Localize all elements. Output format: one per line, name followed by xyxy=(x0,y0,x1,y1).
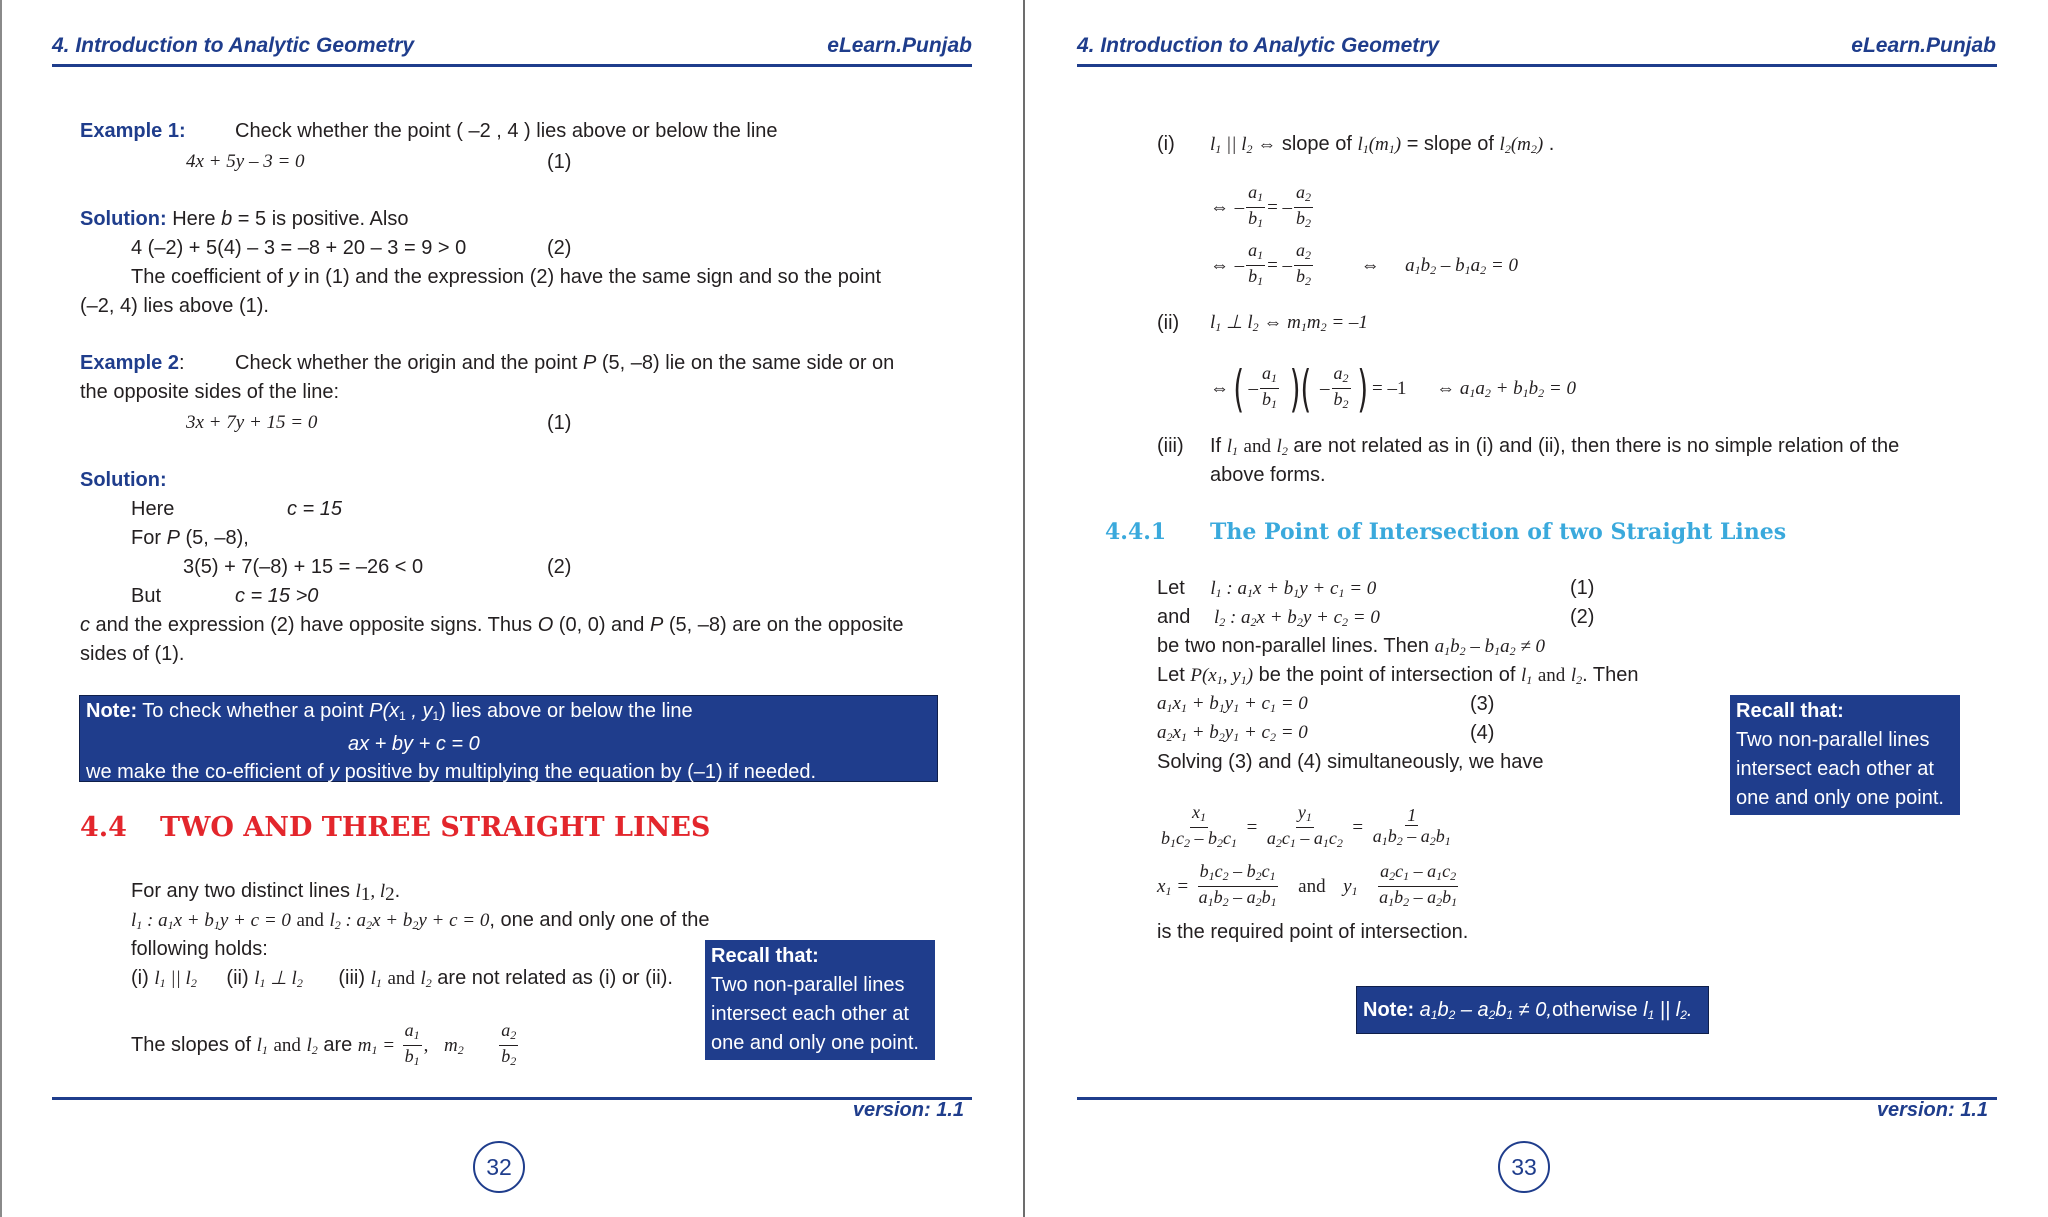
equation-number-4: (4) xyxy=(1470,722,1495,744)
example-2-text xyxy=(235,351,894,375)
solution-2-conclusion xyxy=(80,613,903,637)
body-line-3: following holds: xyxy=(131,938,268,960)
var-p: P xyxy=(649,614,664,636)
line-2-equation: $l_2$ : $a_2x + b_2y + c = 0$ xyxy=(329,910,490,932)
solution-1-line-1 xyxy=(80,207,408,231)
section-title: TWO AND THREE STRAIGHT LINES xyxy=(160,812,711,843)
text: (0, 0) and xyxy=(553,614,650,636)
fraction: $\frac{a_1}{b_1}$ xyxy=(1262,363,1278,412)
var-l2: $l_2$ xyxy=(306,1034,318,1057)
note-label: Note: xyxy=(86,700,138,722)
text: . xyxy=(394,880,401,902)
body-line-4 xyxy=(131,966,673,995)
text: ) lies above or below the line xyxy=(439,700,693,722)
sub: 1 xyxy=(399,709,406,723)
footer-version: version: 1.1 xyxy=(1876,1099,1988,1121)
var-y: y xyxy=(329,761,340,783)
solution-1-line-3 xyxy=(131,265,881,289)
let-line-1 xyxy=(1157,576,1376,605)
note-line-3 xyxy=(86,758,931,786)
solution-2-calc: 3(5) + 7(–8) + 15 = –26 < 0 xyxy=(183,556,424,578)
text: be two non-parallel lines. Then xyxy=(1157,635,1430,657)
slopes-line: The slopes of $l_1$ and $l_2$ are $m_1$ = $\frac{a_1}{b_1}$ , $m_2$ $\frac{a_2}{b_2}$ xyxy=(131,1020,520,1074)
text: slope of xyxy=(1281,133,1352,155)
var-l2: $l_2$ xyxy=(1276,436,1288,458)
solution-1-text: Here xyxy=(172,208,222,230)
text: For xyxy=(131,527,167,549)
text: be the point of intersection of xyxy=(1258,664,1516,686)
var-y: y xyxy=(288,266,299,288)
footer-rule xyxy=(52,1097,972,1100)
var-l2: $l_2$ xyxy=(420,968,432,990)
header-chapter-title: 4. Introduction to Analytic Geometry xyxy=(1077,34,1440,57)
page-number: 33 xyxy=(1498,1141,1550,1193)
example-1-text: Check whether the point ( –2 , 4 ) lies above or below the line xyxy=(235,120,778,142)
text: For any two distinct lines xyxy=(131,880,356,902)
iff-symbol: ⇔ xyxy=(1210,196,1229,218)
fraction: $\frac{y_1}{a_2c_1 - a_1c_2}$ xyxy=(1266,802,1343,850)
solution-2-here: Here xyxy=(131,498,175,520)
solution-2-but: But xyxy=(131,585,162,607)
item-iii-label: (iii) xyxy=(1157,435,1184,457)
text: positive by multiplying the equation by (–1) if needed. xyxy=(339,761,817,783)
subsection-number: 4.4.1 xyxy=(1105,519,1167,545)
item-iii-line-1 xyxy=(1210,434,1899,463)
text: P(x xyxy=(369,700,400,722)
fraction: $\frac{a_1}{b_1}$ xyxy=(1248,182,1264,230)
iff-symbol: ⇔ xyxy=(1360,254,1380,276)
page-number: 32 xyxy=(473,1141,525,1193)
solution-2-conclusion-2: sides of (1). xyxy=(80,643,185,665)
text: are xyxy=(323,1033,353,1056)
fraction: $\frac{1}{a_1b_2 - a_2b_1}$ xyxy=(1372,804,1451,848)
header-rule xyxy=(52,64,972,67)
fraction: $\frac{a_2}{b_2}$ xyxy=(1296,182,1312,230)
recall-line-1: Two non-parallel lines xyxy=(711,974,905,996)
solution-1-calc-number: (2) xyxy=(547,237,572,259)
recall-line-2: intersect each other at xyxy=(1736,758,1934,780)
recall-line-2: intersect each other at xyxy=(711,1003,909,1025)
subsection-title: The Point of Intersection of two Straight Lines xyxy=(1210,519,1787,545)
text: Let xyxy=(1157,664,1185,686)
text: and xyxy=(1157,606,1191,628)
solving-line: Solving (3) and (4) simultaneously, we have xyxy=(1157,751,1544,773)
example-2-text-2: the opposite sides of the line: xyxy=(80,381,340,403)
solution-1-calc: 4 (–2) + 5(4) – 3 = –8 + 20 – 3 = 9 > 0 xyxy=(131,237,467,259)
text: = slope of xyxy=(1406,133,1494,155)
footer-version: version: 1.1 xyxy=(852,1099,964,1121)
text: in (1) and the expression (2) have the same sign and so the point xyxy=(298,266,882,288)
equation-number-1: (1) xyxy=(1570,577,1595,599)
fraction: $\frac{a_2}{b_2}$ xyxy=(1333,363,1349,412)
var-l1: $l_1$ xyxy=(1226,436,1238,458)
var-l1: $l_1$ xyxy=(370,968,382,990)
item-iii-line-2: above forms. xyxy=(1210,464,1326,486)
example-1-equation: 4x + 5y – 3 = 0 xyxy=(186,151,305,172)
example-2-line-1 xyxy=(80,351,185,375)
let-point-line xyxy=(1157,663,1638,692)
fraction: $\frac{b_1c_2 - b_2c_1}{a_1b_2 - a_2b_1}$ xyxy=(1198,861,1277,909)
fraction: $\frac{a_2c_1 - a_1c_2}{a_1b_2 - a_2b_1}$ xyxy=(1379,861,1458,909)
parallel-expr: $l_1$ || $l_2$ xyxy=(154,968,197,990)
item-i-label: (i) xyxy=(1157,133,1175,155)
fraction: $\frac{a_2}{b_2}$ xyxy=(1296,240,1312,288)
sub: 1 xyxy=(432,709,440,723)
required-point-line: is the required point of intersection. xyxy=(1157,921,1469,943)
equation-number-3: (3) xyxy=(1470,693,1495,715)
item-i-step-2: ⇔ – $\frac{a_1}{b_1}$ = – $\frac{a_2}{b_2}$ ⇔ $a_1b_2 - b_1a_2 = 0$ xyxy=(1210,240,1518,294)
header-rule xyxy=(1077,64,1997,67)
colon: : xyxy=(178,352,185,374)
solution-2-label: Solution: xyxy=(80,469,167,491)
var-l: , l xyxy=(370,881,386,902)
body-line-2 xyxy=(131,908,710,937)
item-i-step-1: ⇔ – $\frac{a_1}{b_1}$ = – $\frac{a_2}{b_2}$ xyxy=(1210,182,1315,233)
text: are not related as (i) or (ii). xyxy=(437,967,673,989)
item-i-statement: $l_1$ || $l_2$ ⇔ slope of $l_1(m_1)$ = slope of $l_2(m_2)$ . xyxy=(1210,133,1555,156)
var-o: O xyxy=(537,614,554,636)
parallel-expr: $l_1$ || $l_2$ ⇔ xyxy=(1210,134,1277,156)
text: (iii) xyxy=(338,967,366,989)
fraction-a1-b1: $\frac{a_1}{b_1}$ xyxy=(404,1020,420,1068)
var-l2: $l_2$ xyxy=(1570,665,1583,687)
note-text: otherwise xyxy=(1551,999,1638,1021)
text: The coefficient of xyxy=(131,266,289,288)
example-1-label: Example 1: xyxy=(80,120,186,142)
and: and xyxy=(1537,665,1566,686)
non-parallel-condition: $a_1b_2 - b_1a_2 \ne 0$ xyxy=(1434,636,1546,658)
recall-box xyxy=(705,940,935,1060)
slope-m1: $m_1$ = xyxy=(357,1034,396,1057)
text: , y xyxy=(405,700,433,722)
var-l1: $l_1$ xyxy=(1520,665,1533,687)
note-line-2: ax + by + c = 0 xyxy=(348,733,480,755)
solution-1-label: Solution: xyxy=(80,208,167,230)
header-brand: eLearn.Punjab xyxy=(1851,34,1996,57)
text: To check whether a point xyxy=(137,700,370,722)
text: (ii) xyxy=(226,967,249,989)
and: and xyxy=(296,910,324,931)
note-line-1 xyxy=(86,697,931,730)
fraction: $\frac{a_1}{b_1}$ xyxy=(1248,240,1264,288)
solution-equation xyxy=(1157,861,1461,915)
line-2-equation: $l_2$ : $a_2x + b_2y + c_2 = 0$ xyxy=(1213,607,1380,629)
note-label: Note: xyxy=(1363,999,1415,1021)
iff-symbol: ⇔ xyxy=(1210,378,1229,399)
text: . Then xyxy=(1582,664,1639,686)
solution-1-text-b: = 5 is positive. Also xyxy=(232,208,409,230)
var-p: P xyxy=(166,527,180,549)
recall-line-3: one and only one point. xyxy=(711,1032,919,1054)
line-1-equation: $l_1$ : $a_1x + b_1y + c = 0$ xyxy=(131,910,291,932)
var-l: l xyxy=(355,881,361,902)
example-2-label: Example 2 xyxy=(80,352,179,374)
var-b: b xyxy=(221,208,233,230)
footer-rule xyxy=(1077,1097,1997,1100)
example-2-equation: 3x + 7y + 15 = 0 xyxy=(186,412,318,433)
text: we make the co-efficient of xyxy=(86,761,330,783)
equation-3: $a_1x_1 + b_1y_1 + c_1 = 0$ xyxy=(1157,693,1308,715)
and: and xyxy=(1243,436,1271,457)
solution-2-for-p xyxy=(131,526,249,550)
var-y1: $y_1$ xyxy=(1343,875,1358,898)
item-ii-step: ⇔( – $\frac{a_1}{b_1}$ )( – $\frac{a_2}{b_2}$ ) = –1 ⇔ $a_1a_2 + b_1b_2 = 0$ xyxy=(1210,359,1576,418)
slope-l1: $l_1(m_1)$ xyxy=(1357,134,1402,156)
solution-2-c-value: c = 15 xyxy=(287,498,343,520)
fraction-a2-b2: $\frac{a_2}{b_2}$ xyxy=(501,1020,517,1068)
text: are not related as in (i) and (ii), then there is no simple relation of the xyxy=(1293,435,1900,457)
recall-title: Recall that: xyxy=(711,945,819,967)
section-number: 4.4 xyxy=(80,812,127,843)
text: , one and only one of the xyxy=(489,909,710,931)
recall-line-1: Two non-parallel lines xyxy=(1736,729,1930,751)
example-1-eq-number: (1) xyxy=(547,151,572,173)
iff-symbol: ⇔ xyxy=(1210,254,1229,276)
text: Check whether the origin and the point xyxy=(235,352,583,374)
recall-line-3: one and only one point. xyxy=(1736,787,1944,809)
equation-4: $a_2x_1 + b_2y_1 + c_2 = 0$ xyxy=(1157,722,1308,744)
note-condition: $a_1b_2 - a_2b_1 \ne 0$, xyxy=(1419,999,1552,1022)
fraction: $\frac{x_1}{b_1c_2 - b_2c_1}$ xyxy=(1161,802,1237,850)
var-l1: $l_1$ xyxy=(256,1034,268,1057)
var-c: c xyxy=(80,614,90,636)
non-parallel-line xyxy=(1157,634,1545,663)
text: (5, –8), xyxy=(179,527,249,549)
perp-expr: $l_1$ ⊥ $l_2$ xyxy=(254,968,303,990)
text: Let xyxy=(1157,577,1185,599)
item-ii-label: (ii) xyxy=(1157,312,1180,334)
page-right xyxy=(1025,0,2048,1217)
text: and the expression (2) have opposite signs. Thus xyxy=(90,614,538,636)
let-line-2 xyxy=(1157,605,1380,634)
text: (5, –8) lie on the same side or on xyxy=(596,352,895,374)
text: If xyxy=(1210,435,1222,457)
and: and xyxy=(273,1034,301,1056)
header-chapter-title: 4. Introduction to Analytic Geometry xyxy=(52,34,415,57)
perpendicular-condition: ⇔ $a_1a_2 + b_1b_2 = 0$ xyxy=(1436,378,1576,400)
example-1 xyxy=(80,119,186,143)
point-p: $P(x_1$, $y_1$) xyxy=(1190,665,1254,687)
var-p: P xyxy=(583,352,597,374)
and: and xyxy=(387,968,415,989)
recall-box xyxy=(1730,695,1960,815)
body-line-1 xyxy=(131,879,400,907)
and: and xyxy=(1298,875,1326,897)
equation-number-2: (2) xyxy=(1570,606,1595,628)
parallel-expr: $l_1$ || $l_2$. xyxy=(1643,999,1693,1022)
example-2-eq-number: (1) xyxy=(547,412,572,434)
solution-2-c-compare: c = 15 >0 xyxy=(235,585,319,607)
solution-1-line-4: (–2, 4) lies above (1). xyxy=(80,295,269,317)
var-x1: $x_1$ = xyxy=(1157,875,1190,898)
parallel-condition: $a_1b_2 - b_1a_2 = 0$ xyxy=(1405,254,1518,277)
recall-title: Recall that: xyxy=(1736,700,1844,722)
line-1-equation: $l_1$ : $a_1x + b_1y + c_1 = 0$ xyxy=(1210,578,1377,600)
note-box xyxy=(1356,986,1709,1034)
slope-m2: $m_2$ xyxy=(443,1034,464,1057)
text: (5, –8) are on the opposite xyxy=(663,614,904,636)
solution-2-calc-number: (2) xyxy=(547,556,572,578)
note-box xyxy=(79,695,938,782)
text: The slopes of xyxy=(131,1033,252,1056)
slope-l2: $l_2(m_2)$ xyxy=(1499,134,1544,156)
item-ii-statement: $l_1$ ⊥ $l_2$ ⇔ $m_1m_2 = -1$ xyxy=(1210,312,1368,334)
ratio-equation: $\frac{x_1}{b_1c_2 - b_2c_1}$ = $\frac{y_1}{a_2c_1 - a_1c_2}$ = $\frac{1}{a_1b_2 - a_2b_1}$ xyxy=(1157,802,1455,853)
header-brand: eLearn.Punjab xyxy=(827,34,972,57)
sub: 2 xyxy=(385,884,395,905)
text: (i) xyxy=(131,967,149,989)
sub: 1 xyxy=(360,884,371,905)
